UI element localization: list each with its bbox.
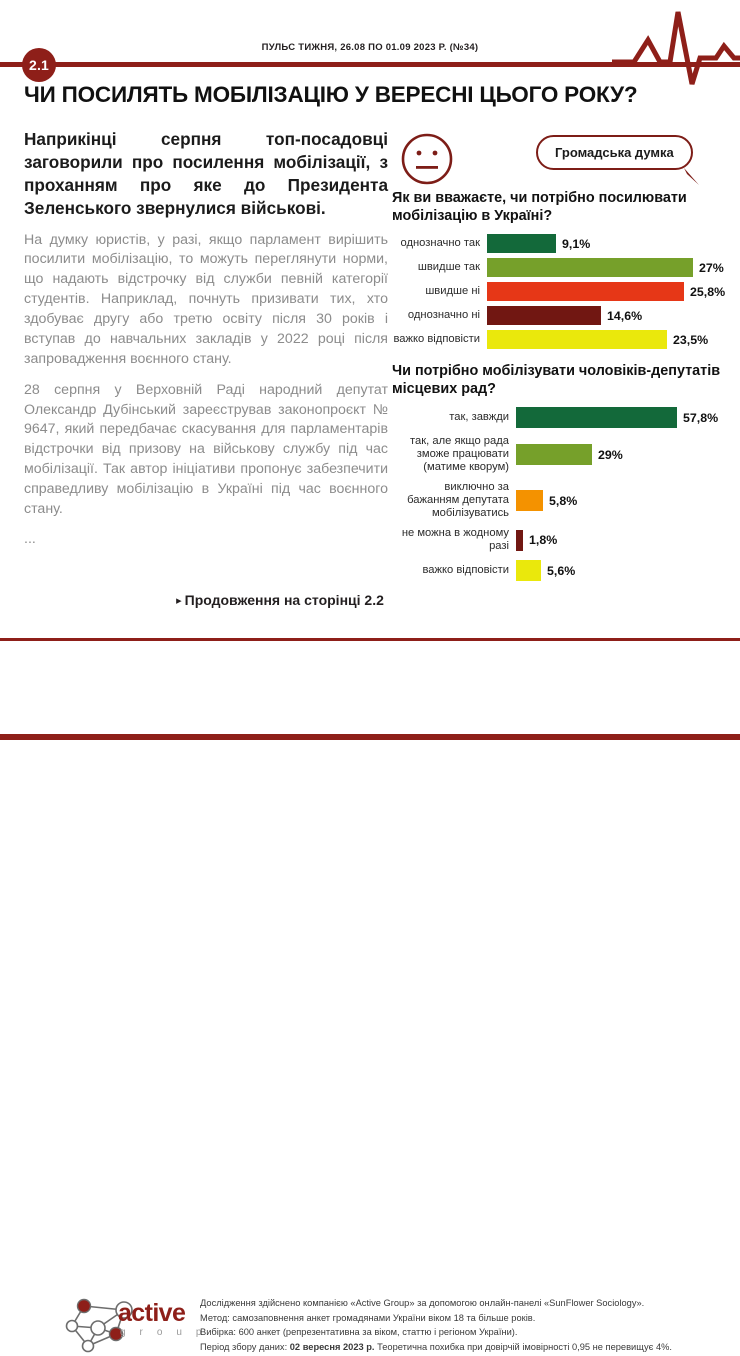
chart-1 xyxy=(392,234,724,349)
article-column xyxy=(24,128,388,547)
bar xyxy=(487,258,693,277)
bar-value-label: 14,6% xyxy=(607,308,643,323)
continuation-note xyxy=(0,592,560,608)
bar-value-label: 57,8% xyxy=(683,410,719,425)
chart-bar-row xyxy=(392,407,724,428)
chart-bar-row xyxy=(392,306,724,325)
bar xyxy=(487,306,601,325)
chart-bar-row xyxy=(392,435,724,474)
continuation-text: Продовження на сторінці 2.2 xyxy=(184,592,384,608)
chart-2 xyxy=(392,407,724,581)
bar-value-label: 5,6% xyxy=(547,563,576,578)
chart-bar-row xyxy=(392,234,724,253)
bottom-divider xyxy=(0,734,740,740)
neutral-face-icon xyxy=(400,132,454,186)
bar-category-label: виключно за бажанням депутата мобілізуватись xyxy=(407,481,509,520)
bar-category-label: так, але якщо рада зможе працювати (матиме кворум) xyxy=(410,435,509,474)
chart-bar-row xyxy=(392,481,724,520)
bar-value-label: 9,1% xyxy=(562,236,591,251)
chart-1-title: Як ви вважаєте, чи потрібно посилювати мобілізацію в Україні? xyxy=(392,190,687,224)
opinion-header xyxy=(392,132,724,188)
triangle-right-icon: ▸ xyxy=(176,594,182,607)
page-title: ЧИ ПОСИЛЯТЬ МОБІЛІЗАЦІЮ У ВЕРЕСНІ ЦЬОГО РОКУ? xyxy=(24,82,638,107)
chart-bar-row xyxy=(392,258,724,277)
bar xyxy=(516,560,541,581)
logo-subtext: g r o u p xyxy=(120,1327,208,1338)
bar-value-label: 29% xyxy=(598,447,623,462)
bar-category-label: однозначно ні xyxy=(407,309,480,322)
chart-bar-row xyxy=(392,282,724,301)
chart-bar-row xyxy=(392,560,724,581)
article-ellipsis: ... xyxy=(24,530,36,547)
bar xyxy=(487,282,684,301)
chart-2-title: Чи потрібно мобілізувати чоловіків-депутатів місцевих рад? xyxy=(392,363,721,397)
charts-column xyxy=(392,132,724,588)
bar xyxy=(487,234,556,253)
date-suffix: Теоретична похибка при довірчій імовірності 0,95 не перевищує 4%. xyxy=(374,1342,672,1353)
status-badge: Громадська думка xyxy=(536,135,693,170)
bar xyxy=(516,530,523,551)
article-paragraph: 28 серпня у Верховній Раді народний депутат Олександр Дубінський зареєстрував законопроєкт № 9647, який передбачає скасування для парламентарів відстрочки від призову на військову службу під час мобілізації. Так автор ініціативи пропонує забезпечити справедливу мобілізацію в Україні під час воєнного стану. xyxy=(24,381,388,517)
methodology-line: Метод: самозаповнення анкет громадянами України віком 18 та більше років. xyxy=(200,1312,536,1323)
bar-value-label: 27% xyxy=(699,260,724,275)
bar-value-label: 25,8% xyxy=(690,284,726,299)
date-prefix: Період збору даних: xyxy=(200,1342,290,1353)
methodology-note xyxy=(200,1296,728,1355)
bar-category-label: однозначно так xyxy=(400,237,480,250)
issue-line: ПУЛЬС ТИЖНЯ, 26.08 ПО 01.09 2023 Р. (№34) xyxy=(261,42,479,53)
bar xyxy=(487,330,667,349)
chart-bar-row xyxy=(392,527,724,553)
bar xyxy=(516,444,592,465)
survey-date: 02 вересня 2023 р. xyxy=(289,1342,375,1353)
bar-category-label: швидше так xyxy=(417,261,480,274)
bar-category-label: так, завжди xyxy=(449,411,509,424)
chart-bar-row xyxy=(392,330,724,349)
bar-value-label: 23,5% xyxy=(673,332,709,347)
bar xyxy=(516,490,543,511)
bar-value-label: 1,8% xyxy=(529,533,558,548)
footer xyxy=(0,641,740,1353)
bar xyxy=(516,407,677,428)
bar-category-label: важко відповісти xyxy=(393,333,480,346)
article-paragraph: На думку юристів, у разі, якщо парламент вирішить посилити мобілізацію, то можуть переглянути норми, що надають відстрочку від служби певній категорії студентів. Наприклад, почнуть призивати тих, хто здобуває другу або третю освіту після 30 років і вступав до навчальних закладів у 2022 році після запровадження воєнного стану. xyxy=(24,231,388,367)
bar-category-label: швидше ні xyxy=(425,285,480,298)
page-number-badge: 2.1 xyxy=(22,48,56,82)
methodology-line-date xyxy=(200,1340,728,1355)
bubble-tail-icon xyxy=(684,168,700,186)
bar-category-label: не можна в жодному разі xyxy=(401,527,509,553)
methodology-line: Дослідження здійснено компанією «Active Group» за допомогою онлайн-панелі «SunFlower Sociology». xyxy=(200,1298,645,1308)
article-lead: Наприкінці серпня топ-посадовці заговорили про посилення мобілізації, з проханням про яке до Президента Зеленського звернулися військові. xyxy=(24,129,388,218)
logo-wordmark: active xyxy=(118,1299,186,1327)
heartbeat-icon xyxy=(612,8,740,88)
methodology-line: Вибірка: 600 анкет (репрезентативна за віком, статтю і регіоном України). xyxy=(200,1327,518,1338)
bar-category-label: важко відповісти xyxy=(422,564,509,577)
bar-value-label: 5,8% xyxy=(549,493,578,508)
